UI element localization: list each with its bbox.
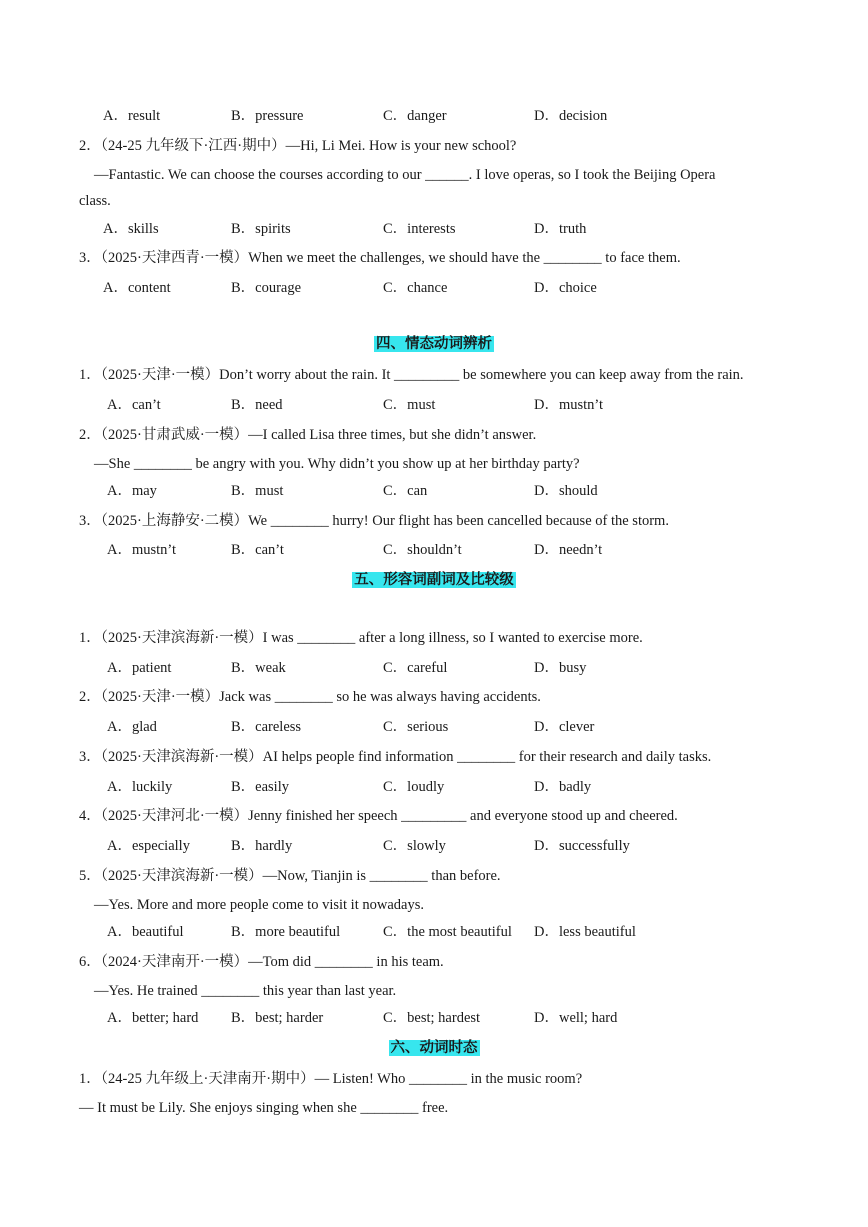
option-b: B．easily	[231, 779, 289, 795]
option-a: A．especially	[107, 838, 190, 854]
question-text: 3．（2025·天津滨海新·一模）AI helps people find information ________ for their research and daily tasks.	[79, 749, 712, 765]
question-text: 6．（2024·天津南开·一模）—Tom did ________ in his team.	[79, 954, 444, 970]
option-b: B．pressure	[231, 108, 304, 124]
option-b: B．careless	[231, 719, 302, 735]
option-a: A．content	[103, 280, 171, 296]
option-c: C．serious	[383, 719, 449, 735]
question-text: 1．（2025·天津滨海新·一模）I was ________ after a long illness, so I wanted to exercise more.	[79, 630, 643, 646]
option-d: D．clever	[534, 719, 595, 735]
question-text: — It must be Lily. She enjoys singing when she ________ free.	[79, 1100, 449, 1116]
option-b: B．more beautiful	[231, 924, 341, 940]
option-a: A．may	[107, 483, 157, 499]
option-d: D．should	[534, 483, 598, 499]
option-a: A．beautiful	[107, 924, 184, 940]
option-c: C．must	[383, 397, 436, 413]
option-d: D．needn’t	[534, 542, 603, 558]
section-heading	[0, 1037, 868, 1059]
question-text: 4．（2025·天津河北·一模）Jenny finished her speech _________ and everyone stood up and cheered.	[79, 808, 678, 824]
section-heading	[0, 333, 868, 355]
option-b: B．spirits	[231, 221, 291, 237]
option-c: C．loudly	[383, 779, 445, 795]
option-b: B．must	[231, 483, 284, 499]
option-b: B．best; harder	[231, 1010, 324, 1026]
section-heading-text: 六、动词时态	[390, 1040, 478, 1056]
option-d: D．truth	[534, 221, 587, 237]
option-b: B．need	[231, 397, 283, 413]
option-c: C．careful	[383, 660, 448, 676]
question-text: 1．（24-25 九年级上·天津南开·期中）— Listen! Who ________ in the music room?	[79, 1071, 583, 1087]
option-a: A．mustn’t	[107, 542, 177, 558]
question-text: 2．（2025·甘肃武威·一模）—I called Lisa three times, but she didn’t answer.	[79, 427, 537, 443]
question-text: 3．（2025·上海静安·二模）We ________ hurry! Our flight has been cancelled because of the storm.	[79, 513, 669, 529]
option-a: A．can’t	[107, 397, 161, 413]
question-text: 5．（2025·天津滨海新·一模）—Now, Tianjin is ________ than before.	[79, 868, 501, 884]
question-text: —Yes. More and more people come to visit it nowadays.	[94, 897, 424, 913]
option-b: B．weak	[231, 660, 286, 676]
question-text: 2．（2025·天津·一模）Jack was ________ so he was always having accidents.	[79, 689, 541, 705]
question-text: 3．（2025·天津西青·一模）When we meet the challenges, we should have the ________ to face them.	[79, 250, 681, 266]
question-text: 2．（24-25 九年级下·江西·期中）—Hi, Li Mei. How is your new school?	[79, 138, 517, 154]
option-c: C．slowly	[383, 838, 446, 854]
option-d: D．less beautiful	[534, 924, 636, 940]
option-a: A．skills	[103, 221, 159, 237]
option-d: D．mustn’t	[534, 397, 604, 413]
option-c: C．shouldn’t	[383, 542, 462, 558]
section-heading	[0, 569, 868, 591]
option-a: A．luckily	[107, 779, 173, 795]
question-text: —Yes. He trained ________ this year than last year.	[94, 983, 397, 999]
option-c: C．the most beautiful	[383, 924, 512, 940]
option-b: B．hardly	[231, 838, 293, 854]
option-b: B．can’t	[231, 542, 284, 558]
option-a: A．better; hard	[107, 1010, 199, 1026]
question-text: —She ________ be angry with you. Why didn’t you show up at her birthday party?	[94, 456, 580, 472]
section-heading-text: 五、形容词副词及比较级	[354, 572, 514, 588]
option-d: D．well; hard	[534, 1010, 618, 1026]
option-d: D．decision	[534, 108, 608, 124]
option-d: D．busy	[534, 660, 587, 676]
section-heading-text: 四、情态动词辨析	[376, 336, 492, 352]
option-a: A．patient	[107, 660, 172, 676]
option-c: C．interests	[383, 221, 456, 237]
option-d: D．successfully	[534, 838, 630, 854]
question-text: —Fantastic. We can choose the courses according to our ______. I love operas, so I took the Beijing Opera	[94, 167, 716, 183]
option-a: A．result	[103, 108, 161, 124]
option-c: C．best; hardest	[383, 1010, 481, 1026]
question-text: class.	[79, 193, 111, 209]
option-c: C．can	[383, 483, 428, 499]
option-d: D．choice	[534, 280, 597, 296]
option-c: C．danger	[383, 108, 447, 124]
option-a: A．glad	[107, 719, 157, 735]
option-c: C．chance	[383, 280, 448, 296]
question-text: 1．（2025·天津·一模）Don’t worry about the rain. It _________ be somewhere you can keep away from the rain.	[79, 367, 744, 383]
option-b: B．courage	[231, 280, 302, 296]
option-d: D．badly	[534, 779, 592, 795]
